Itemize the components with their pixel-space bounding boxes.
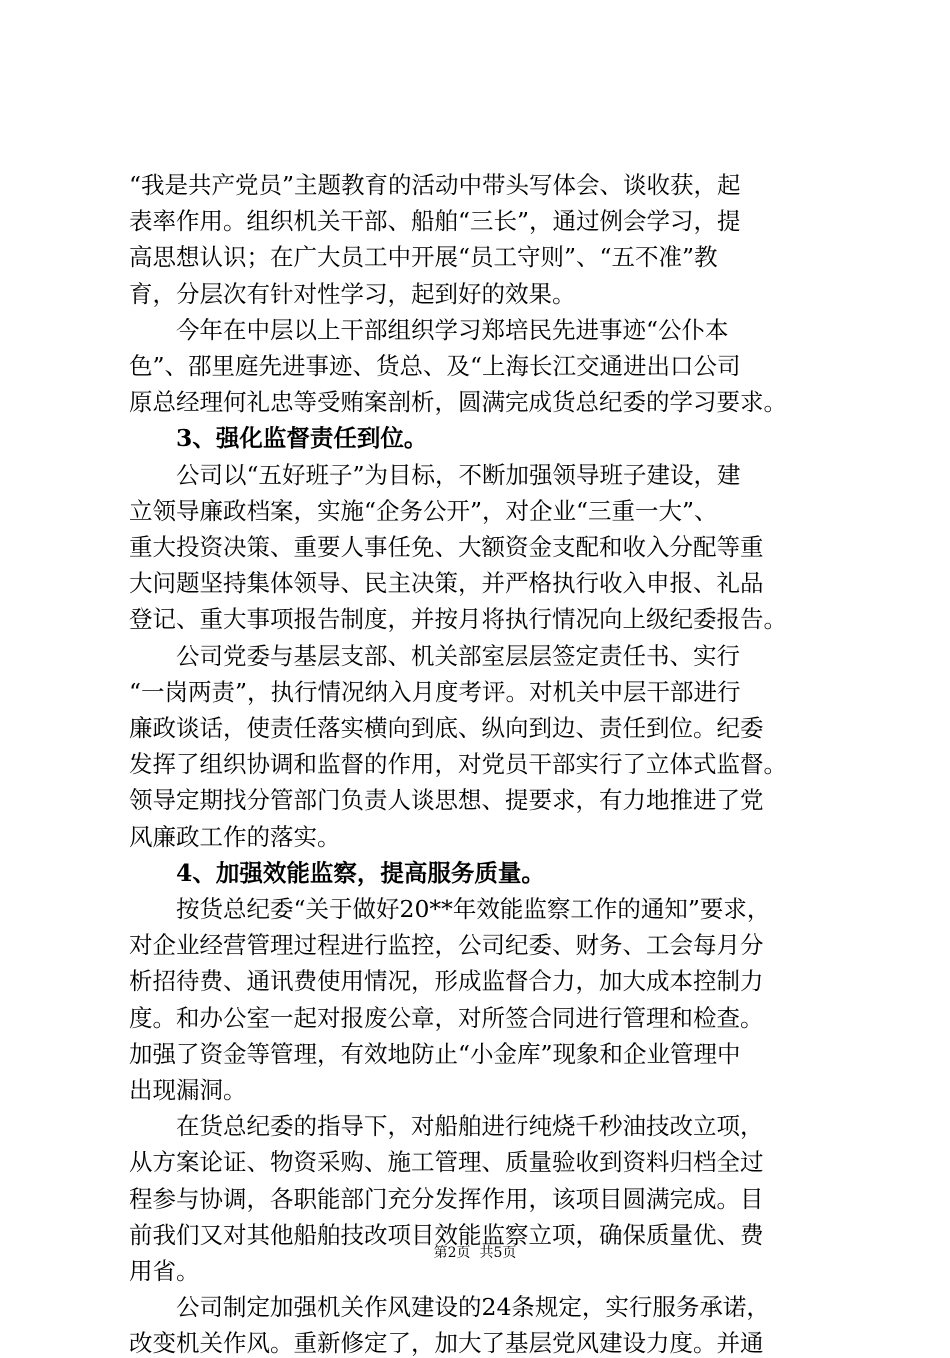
text-line: 廉政谈话，使责任落实横向到底、纵向到边、责任到位。纪委 bbox=[129, 714, 764, 742]
text-line: 出现漏洞。 bbox=[129, 1076, 247, 1104]
text-line: 用省。 bbox=[129, 1257, 200, 1285]
text-line: “一岗两责”，执行情况纳入月度考评。对机关中层干部进行 bbox=[129, 677, 741, 706]
text-line: 前我们又对其他船舶技改项目效能监察立项，确保质量优、费 bbox=[129, 1220, 764, 1249]
text-line: 按货总纪委“关于做好20**年效能监察工作的通知”要求， bbox=[129, 895, 771, 923]
text-line: 重大投资决策、重要人事任免、大额资金支配和收入分配等重 bbox=[129, 533, 764, 561]
text-line: 今年在中层以上干部组织学习郑培民先进事迹“公仆本 bbox=[129, 315, 729, 344]
text-line: 风廉政工作的落实。 bbox=[129, 822, 341, 851]
page-footer: 第2页 共5页 bbox=[433, 1245, 517, 1261]
text-line: 高思想认识；在广大员工中开展“员工守则”、“五不准”教 bbox=[129, 243, 718, 272]
text-line: 大问题坚持集体领导、民主决策，并严格执行收入申报、礼品 bbox=[129, 569, 764, 598]
text-line: 登记、重大事项报告制度，并按月将执行情况向上级纪委报告。 bbox=[129, 605, 787, 634]
text-line: 育，分层次有针对性学习，起到好的效果。 bbox=[129, 279, 576, 308]
text-line: 从方案论证、物资采购、施工管理、质量验收到资料归档全过 bbox=[129, 1148, 764, 1177]
text-line: 改变机关作风。重新修定了，加大了基层党风建设力度。并通 bbox=[129, 1329, 764, 1358]
text-line: 立领导廉政档案，实施“企务公开”，对企业“三重一大”、 bbox=[129, 496, 718, 525]
text-line: 领导定期找分管部门负责人谈思想、提要求，有力地推进了党 bbox=[129, 786, 764, 815]
section-heading: 3、强化监督责任到位。 bbox=[129, 424, 428, 453]
text-line: 程参与协调，各职能部门充分发挥作用，该项目圆满完成。目 bbox=[129, 1184, 764, 1213]
text-line: 表率作用。组织机关干部、船舶“三长”，通过例会学习，提 bbox=[129, 207, 741, 236]
text-line: 发挥了组织协调和监督的作用，对党员干部实行了立体式监督。 bbox=[129, 750, 787, 779]
text-line: 公司制定加强机关作风建设的24条规定，实行服务承诺， bbox=[129, 1293, 770, 1322]
text-line: 在货总纪委的指导下，对船舶进行纯烧千秒油技改立项， bbox=[129, 1112, 764, 1141]
text-line: 原总经理何礼忠等受贿案剖析，圆满完成货总纪委的学习要求。 bbox=[129, 388, 787, 417]
text-line: 析招待费、通讯费使用情况，形成监督合力，加大成本控制力 bbox=[129, 967, 764, 996]
text-line: 色”、邵里庭先进事迹、货总、及“上海长江交通进出口公司 bbox=[129, 352, 741, 380]
text-line: 对企业经营管理过程进行监控，公司纪委、财务、工会每月分 bbox=[129, 931, 764, 960]
text-line: 加强了资金等管理，有效地防止“小金库”现象和企业管理中 bbox=[129, 1039, 741, 1068]
text-line: 公司党委与基层支部、机关部室层层签定责任书、实行 bbox=[129, 641, 740, 670]
text-line: 度。和办公室一起对报废公章，对所签合同进行管理和检查。 bbox=[129, 1003, 764, 1032]
text-line: “我是共产党员”主题教育的活动中带头写体会、谈收获，起 bbox=[129, 171, 741, 199]
text-line: 公司以“五好班子”为目标，不断加强领导班子建设，建 bbox=[129, 460, 741, 489]
section-heading: 4、加强效能监察，提高服务质量。 bbox=[129, 858, 545, 887]
